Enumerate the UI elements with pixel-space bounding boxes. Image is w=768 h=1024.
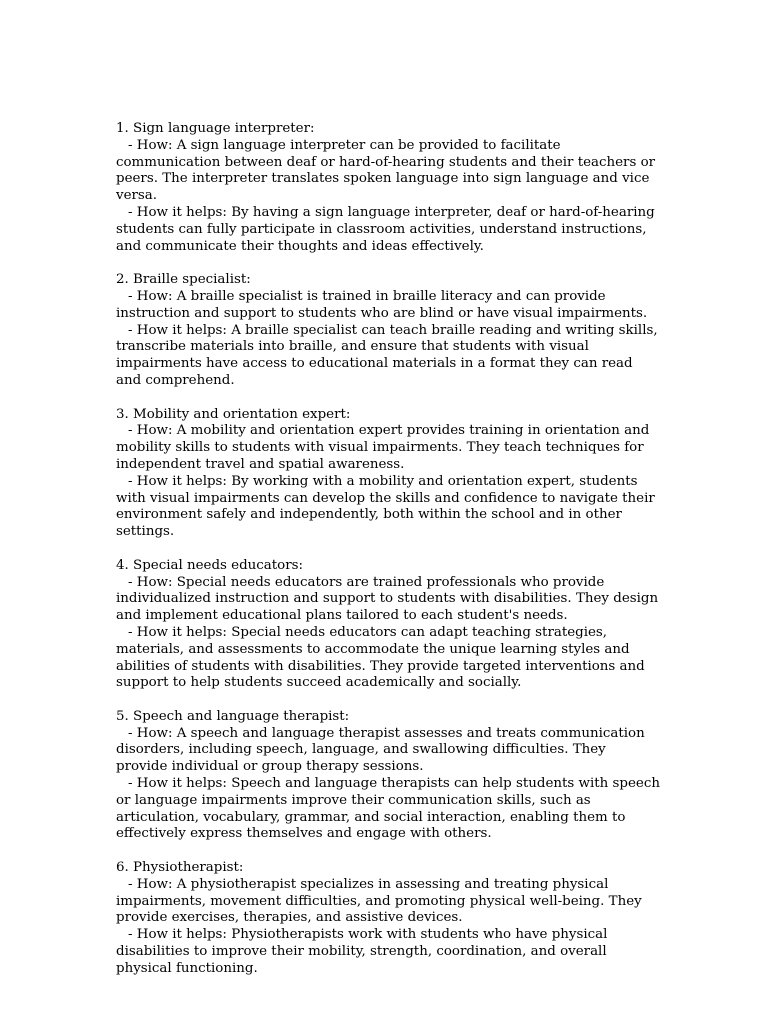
- section-how: - How: Special needs educators are trained professionals who provide individualized instruction and support to students with disabilities. They design and implement educational plans tailored to each student's needs.: [116, 574, 659, 624]
- section-how: - How: A physiotherapist specializes in assessing and treating physical impairments, movement difficulties, and promoting physical well-being. They provide exercises, therapies, and assistive devices.: [116, 876, 642, 926]
- section-how-it-helps: - How it helps: By having a sign language interpreter, deaf or hard-of-hearing students can fully participate in classroom activities, understand instructions, and communicate their thoughts and ideas effectively.: [116, 204, 655, 254]
- section-how-it-helps: - How it helps: Special needs educators can adapt teaching strategies, materials, and assessments to accommodate the unique learning styles and abilities of students with disabilities. They provide targeted interventions and support to help students succeed academically and socially.: [116, 624, 645, 691]
- section-mobility-orientation-expert: [116, 407, 661, 541]
- section-how-it-helps: - How it helps: By working with a mobility and orientation expert, students with visual impairments can develop the skills and confidence to navigate their environment safely and independently, both within the school and in other settings.: [116, 473, 655, 540]
- section-how-it-helps: - How it helps: A braille specialist can teach braille reading and writing skills, transcribe materials into braille, and ensure that students with visual impairments have access to educational materials in a format they can read and comprehend.: [116, 322, 658, 388]
- section-title: 3. Mobility and orientation expert:: [116, 406, 351, 422]
- section-sign-language-interpreter: [116, 121, 661, 255]
- section-speech-language-therapist: [116, 709, 661, 843]
- section-title: 5. Speech and language therapist:: [116, 708, 350, 724]
- section-how: - How: A mobility and orientation expert provides training in orientation and mobility skills to students with visual impairments. They teach techniques for independent travel and spatial awareness.: [116, 423, 650, 472]
- section-how: - How: A speech and language therapist assesses and treats communication disorders, including speech, language, and swallowing difficulties. They provide individual or group therapy sessions.: [116, 725, 645, 775]
- section-physiotherapist: [116, 860, 661, 978]
- section-title: 6. Physiotherapist:: [116, 860, 244, 876]
- document-body: [116, 121, 661, 994]
- section-how-it-helps: - How it helps: Physiotherapists work with students who have physical disabilities to improve their mobility, strength, coordination, and overall physical functioning.: [116, 927, 608, 976]
- section-braille-specialist: [116, 272, 661, 390]
- section-how-it-helps: - How it helps: Speech and language therapists can help students with speech or language impairments improve their communication skills, such as articulation, vocabulary, grammar, and social interaction, enabling them to effectively express themselves and engage with others.: [116, 776, 660, 842]
- section-title: 4. Special needs educators:: [116, 557, 304, 573]
- section-title: 1. Sign language interpreter:: [116, 121, 315, 136]
- section-title: 2. Braille specialist:: [116, 272, 251, 288]
- section-how: - How: A sign language interpreter can be provided to facilitate communication between deaf or hard-of-hearing students and their teachers or peers. The interpreter translates spoken language into sign language and vice versa.: [116, 137, 656, 204]
- section-how: - How: A braille specialist is trained in braille literacy and can provide instruction and support to students who are blind or have visual impairments.: [116, 288, 648, 321]
- section-special-needs-educators: [116, 558, 661, 692]
